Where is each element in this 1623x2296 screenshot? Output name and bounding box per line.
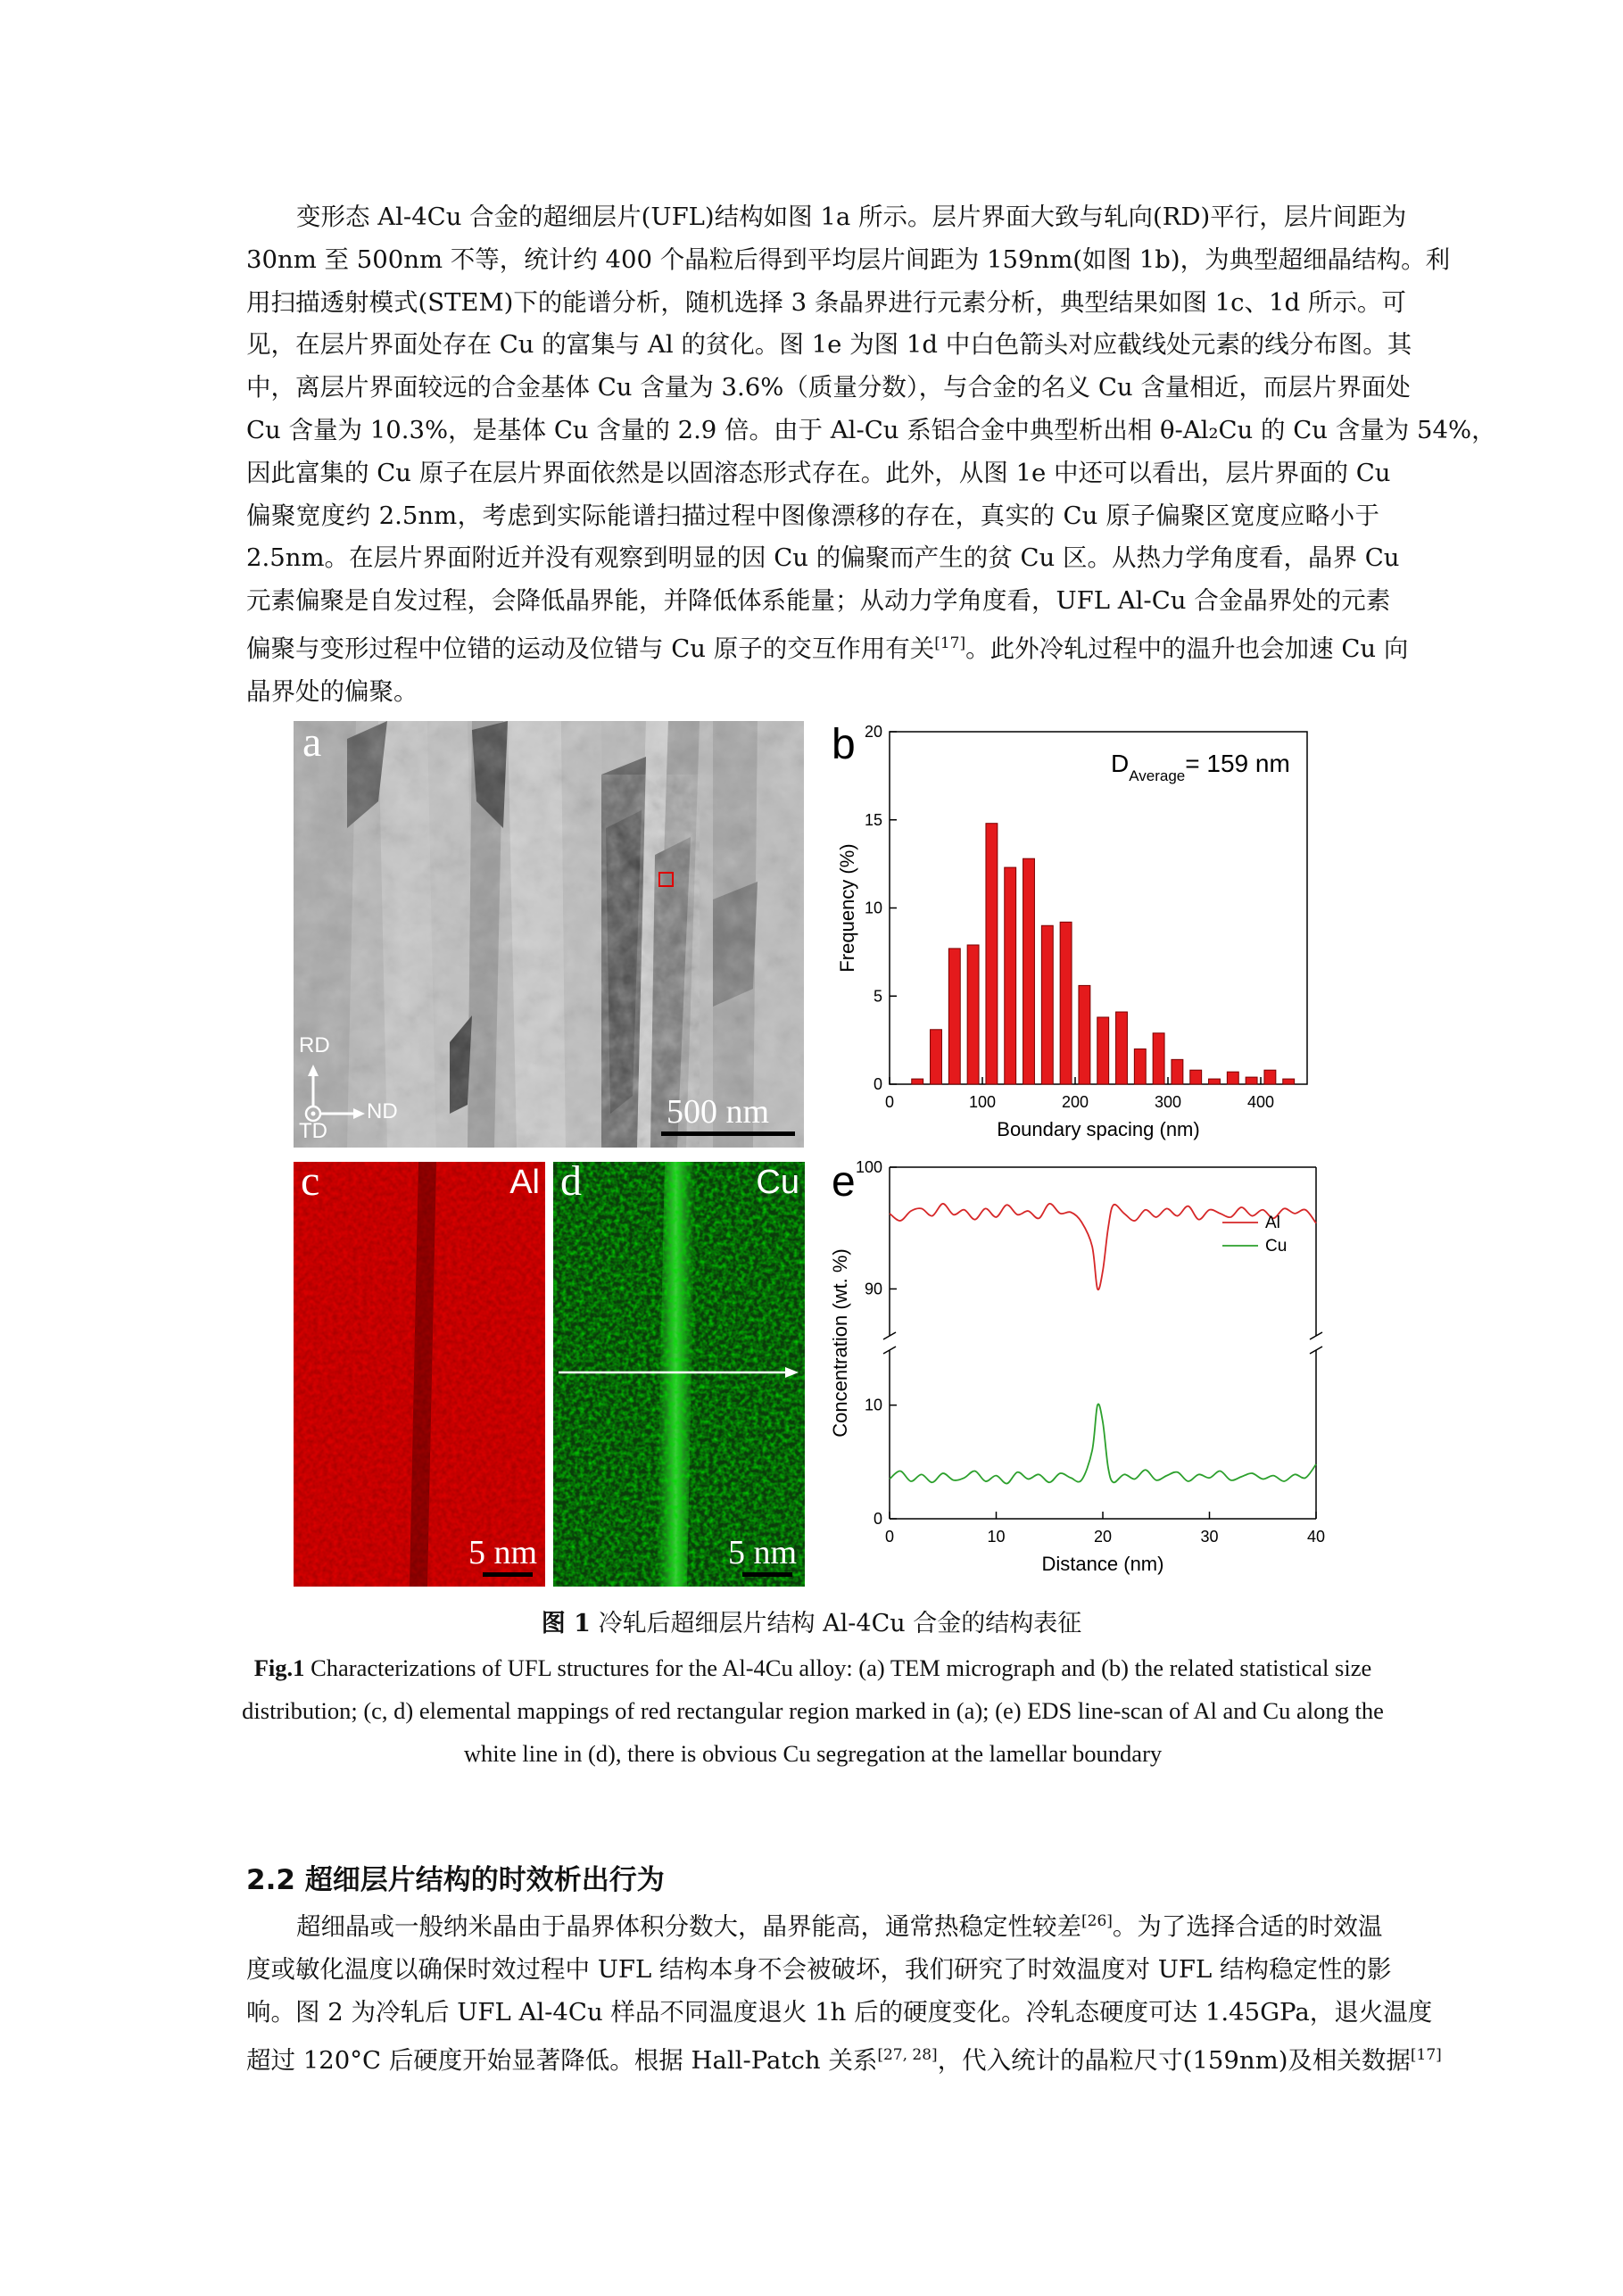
x-tick-label: 100 <box>968 1093 997 1111</box>
panel-label-e: e <box>832 1158 856 1206</box>
p1-line: 变形态 Al-4Cu 合金的超细层片(UFL)结构如图 1a 所示。层片界面大致与轧向(RD)平行，层片间距为 <box>296 203 1407 231</box>
caption-cn-text: 冷轧后超细层片结构 Al-4Cu 合金的结构表征 <box>598 1610 1082 1637</box>
legend-label-al: Al <box>1265 1214 1280 1232</box>
x-tick-label: 20 <box>1093 1528 1113 1546</box>
y-tick-label: 20 <box>864 723 882 741</box>
p1-line: 用扫描透射模式(STEM)下的能谱分析，随机选择 3 条晶界进行元素分析，典型结果如图 1c、1d 所示。可 <box>246 287 1406 317</box>
p2-line: 度或敏化温度以确保时效过程中 UFL 结构本身不会被破坏，我们研究了时效温度对 UFL 结构稳定性的影 <box>246 1954 1392 1984</box>
p2-line: 响。图 2 为冷轧后 UFL Al-4Cu 样品不同温度退火 1h 后的硬度变化。冷轧态硬度可达 1.45GPa，退火温度 <box>246 1997 1433 2027</box>
x-tick-label: 200 <box>1061 1093 1089 1111</box>
p1-line: 2.5nm。在层片界面附近并没有观察到明显的因 Cu 的偏聚而产生的贫 Cu 区。从热力学角度看，晶界 Cu <box>246 543 1400 573</box>
element-label-cu: Cu <box>756 1164 799 1201</box>
histogram-bar <box>1227 1072 1238 1084</box>
panel-e-line-scan <box>812 1151 1326 1597</box>
y-tick-label: 100 <box>855 1158 882 1176</box>
series-line-al <box>890 1204 1316 1289</box>
scale-bar-label-d: 5 nm <box>728 1534 798 1571</box>
p1-line: 因此富集的 Cu 原子在层片界面依然是以固溶态形式存在。此外，从图 1e 中还可以看出，层片界面的 Cu <box>246 458 1391 487</box>
p1-line: 晶界处的偏聚。 <box>246 676 418 706</box>
panel-label-c: c <box>301 1157 320 1205</box>
histogram-bar <box>912 1079 923 1084</box>
panel-b-histogram <box>812 714 1321 1160</box>
average-annotation: $D_{Average}= 159$ nm <box>1111 750 1290 784</box>
y-tick-label: 10 <box>864 1396 882 1414</box>
legend-label-cu: Cu <box>1265 1237 1288 1256</box>
histogram-bar <box>1041 925 1053 1084</box>
series-line-cu <box>890 1404 1316 1483</box>
scale-bar-label-a: 500 nm <box>667 1093 770 1131</box>
histogram-bar <box>1079 985 1090 1084</box>
x-tick-label: 10 <box>987 1528 1006 1546</box>
y-tick-label: 0 <box>873 1510 882 1528</box>
histogram-bar <box>1209 1079 1221 1084</box>
x-tick-label: 30 <box>1200 1528 1219 1546</box>
histogram-bar <box>1153 1033 1164 1084</box>
histogram-bar <box>1005 867 1016 1084</box>
panel-label-a: a <box>302 718 322 766</box>
caption-cn-label: 图 1 <box>541 1610 591 1637</box>
section-title: 2.2 超细层片结构的时效析出行为 <box>246 1864 665 1896</box>
y-tick-label: 15 <box>864 810 882 829</box>
histogram-bar <box>1246 1077 1257 1084</box>
axis-label-nd: ND <box>367 1099 398 1123</box>
histogram-bar <box>1190 1070 1202 1084</box>
histogram-bar <box>1116 1012 1128 1084</box>
y-tick-label: 5 <box>873 987 882 1006</box>
p1-line: 元素偏聚是自发过程，会降低晶界能，并降低体系能量；从动力学角度看，UFL Al-Cu 合金晶界处的元素 <box>246 586 1391 616</box>
scale-bar-label-c: 5 nm <box>468 1534 538 1571</box>
y-tick-label: 10 <box>864 899 882 917</box>
p1-line: 中，离层片界面较远的合金基体 Cu 含量为 3.6%（质量分数），与合金的名义 Cu 含量相近，而层片界面处 <box>246 373 1411 402</box>
p1-line: 偏聚宽度约 2.5nm，考虑到实际能谱扫描过程中图像漂移的存在，真实的 Cu 原子偏聚区宽度应略小于 <box>246 501 1379 530</box>
histogram-bar <box>1134 1049 1146 1085</box>
y-tick-label: 0 <box>873 1075 882 1093</box>
panel-d-cu-map <box>553 1157 805 1587</box>
axis-label-rd: RD <box>299 1033 330 1057</box>
p1-line: 见，在层片界面处存在 Cu 的富集与 Al 的贫化。图 1e 为图 1d 中白色箭头对应截线处元素的线分布图。其 <box>246 330 1412 360</box>
x-tick-label: 0 <box>884 1528 895 1546</box>
histogram-bar <box>1097 1017 1109 1084</box>
x-axis-label: Distance (nm) <box>1041 1553 1164 1575</box>
p2-line: 超过 120°C 后硬度开始显著降低。根据 Hall-Patch 关系[27, 28]，代入统计的晶粒尺寸(159nm)及相关数据[17] <box>246 2045 1442 2075</box>
histogram-bar <box>931 1030 942 1084</box>
panel-a-tem-micrograph <box>294 718 804 1148</box>
p1-line: Cu 含量为 10.3%，是基体 Cu 含量的 2.9 倍。由于 Al-Cu 系铝合金中典型析出相 θ-Al₂Cu 的 Cu 含量为 54%， <box>246 415 1496 444</box>
panel-c-al-map <box>294 1157 545 1587</box>
histogram-bar <box>1172 1059 1183 1084</box>
y-axis-label: Frequency (%) <box>836 843 858 973</box>
panel-label-d: d <box>560 1157 582 1205</box>
y-axis-label: Concentration (wt. %) <box>829 1248 851 1438</box>
paragraph-1 <box>246 196 1496 714</box>
figure-caption-cn <box>0 1604 1623 1638</box>
axis-label-td: TD <box>299 1119 327 1143</box>
histogram-bar <box>986 824 998 1084</box>
tem-image <box>294 721 804 1148</box>
p1-line: 30nm 至 500nm 不等，统计约 400 个晶粒后得到平均层片间距为 159nm(如图 1b)，为典型超细晶结构。利 <box>246 245 1451 274</box>
element-label-al: Al <box>509 1164 540 1201</box>
x-tick-label: 300 <box>1154 1093 1182 1111</box>
x-axis-label: Boundary spacing (nm) <box>997 1118 1200 1140</box>
p2-line: 超细晶或一般纳米晶由于晶界体积分数大，晶界能高，通常热稳定性较差[26]。为了选择合适的时效温 <box>296 1912 1383 1942</box>
paragraph-2 <box>246 1901 1442 2083</box>
figure-caption-en <box>241 1646 1385 1775</box>
caption-en-label: Fig.1 <box>253 1654 305 1681</box>
histogram-bar <box>1060 922 1072 1084</box>
x-tick-label: 400 <box>1246 1093 1275 1111</box>
histogram-bar <box>1023 858 1035 1084</box>
x-tick-label: 0 <box>884 1093 895 1111</box>
panel-label-b: b <box>832 721 856 768</box>
histogram-bar <box>948 949 960 1084</box>
y-tick-label: 90 <box>864 1280 882 1298</box>
histogram-bar <box>967 945 979 1084</box>
x-tick-label: 40 <box>1306 1528 1326 1546</box>
histogram-bar <box>1283 1079 1295 1084</box>
p1-line: 偏聚与变形过程中位错的运动及位错与 Cu 原子的交互作用有关[17]。此外冷轧过程中的温升也会加速 Cu 向 <box>246 634 1409 664</box>
caption-en-text: Characterizations of UFL structures for the Al-4Cu alloy: (a) TEM micrograph and (b) the related statistical size distribution; (c, d) elemental mappings of red rectangular region marked in (a); (e) EDS line-scan of Al and Cu along the white line in (d), there is obvious Cu segregation at the lamellar boundary <box>242 1654 1384 1767</box>
histogram-bar <box>1264 1070 1276 1084</box>
